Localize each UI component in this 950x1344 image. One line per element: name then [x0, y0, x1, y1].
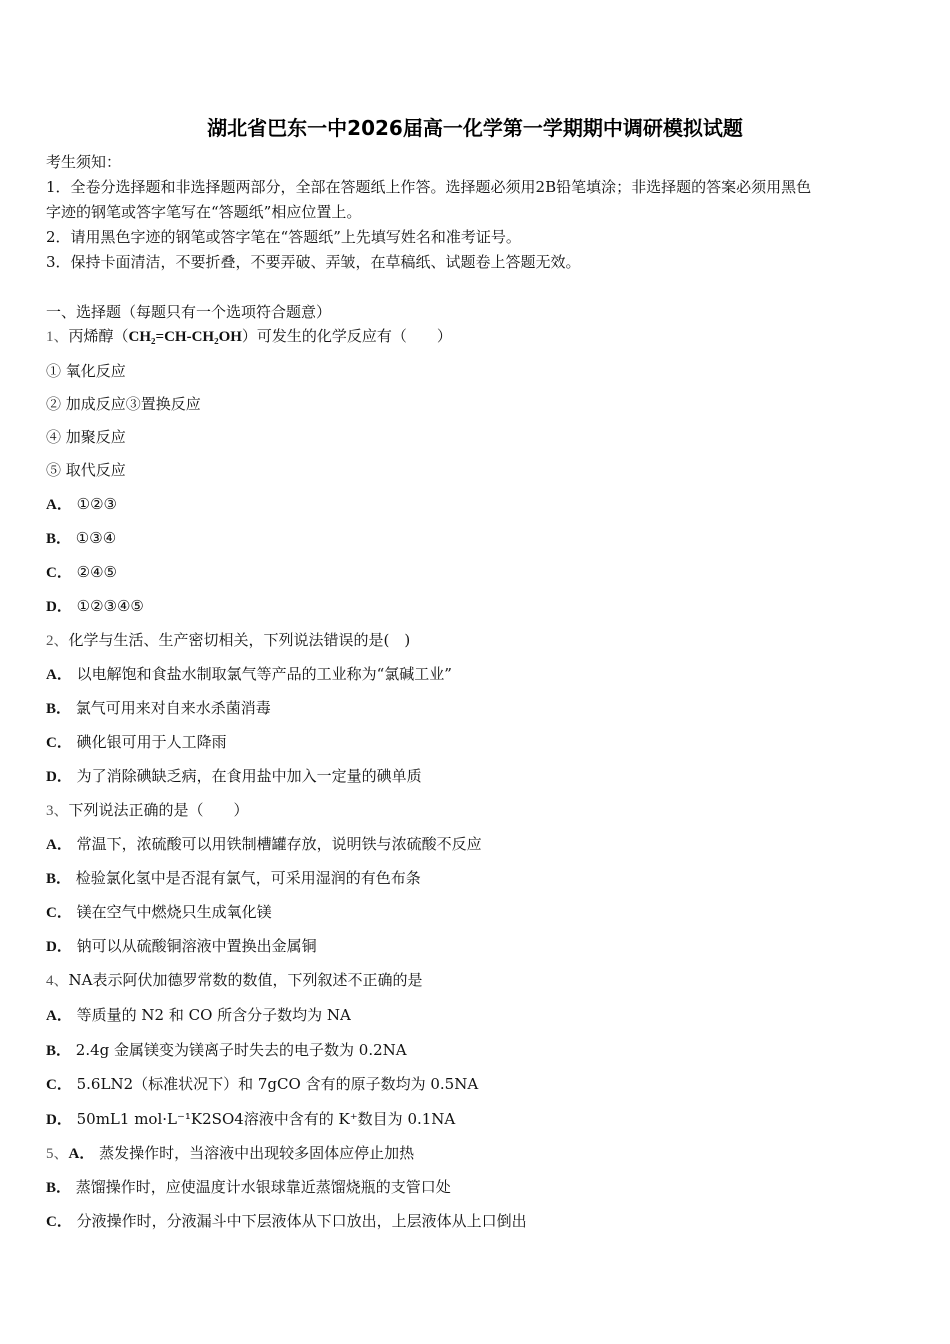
- question-number: 5、: [46, 1146, 69, 1162]
- option-text: 氯气可用来对自来水杀菌消毒: [75, 699, 271, 717]
- option-text: 检验氯化氢中是否混有氯气，可采用湿润的有色布条: [75, 869, 421, 887]
- question-number: 4、: [46, 973, 69, 989]
- notice-item-1: 1．全卷分选择题和非选择题两部分，全部在答题纸上作答。选择题必须用2B铅笔填涂；非选择题的答案必须用黑色: [46, 178, 812, 196]
- option-text: 50mL1 mol·L⁻¹K2SO4溶液中含有的 K⁺数目为 0.1NA: [76, 1110, 456, 1128]
- question-2-stem: [46, 630, 410, 651]
- option-text: 钠可以从硫酸铜溶液中置换出金属铜: [76, 937, 317, 955]
- option-d[interactable]: [46, 936, 317, 957]
- option-text: 等质量的 N2 和 CO 所含分子数均为 NA: [76, 1006, 351, 1024]
- option-c[interactable]: [46, 562, 117, 583]
- option-a[interactable]: [46, 664, 452, 685]
- option-label: C．: [46, 735, 72, 751]
- option-text: ②④⑤: [76, 563, 117, 581]
- option-b[interactable]: [46, 1040, 407, 1061]
- stem-text: NA表示阿伏加德罗常数的数值，下列叙述不正确的是: [68, 971, 423, 989]
- option-text: 2.4g 金属镁变为镁离子时失去的电子数为 0.2NA: [75, 1041, 407, 1059]
- question-number: 3、: [46, 803, 69, 819]
- notice-item-1-cont: 字迹的钢笔或答字笔写在“答题纸”相应位置上。: [46, 203, 362, 221]
- option-label: B．: [46, 531, 72, 547]
- statement: ① 氧化反应: [46, 362, 126, 380]
- option-d[interactable]: [46, 766, 422, 787]
- option-c[interactable]: [46, 1074, 478, 1095]
- stem-text: 下列说法正确的是（ ）: [68, 801, 249, 819]
- question-4-stem: [46, 970, 422, 991]
- option-label: C．: [46, 905, 72, 921]
- option-text: 蒸馏操作时，应使温度计水银球靠近蒸馏烧瓶的支管口处: [75, 1178, 451, 1196]
- question-number: 2、: [46, 633, 69, 649]
- stem-text: 化学与生活、生产密切相关，下列说法错误的是( ): [68, 631, 411, 649]
- option-a[interactable]: [46, 1005, 351, 1026]
- option-label: D．: [46, 939, 72, 955]
- option-a[interactable]: [46, 834, 482, 855]
- question-3-stem: [46, 800, 249, 821]
- stem-text: ）可发生的化学反应有（ ）: [241, 327, 452, 345]
- option-label: C．: [46, 565, 72, 581]
- option-label: A．: [46, 497, 72, 513]
- option-text: 分液操作时，分液漏斗中下层液体从下口放出，上层液体从上口倒出: [76, 1212, 527, 1230]
- option-b[interactable]: [46, 528, 116, 549]
- option-c[interactable]: [46, 902, 272, 923]
- option-label: C．: [46, 1214, 72, 1230]
- option-label: D．: [46, 1112, 72, 1128]
- option-b[interactable]: [46, 698, 271, 719]
- option-label: B．: [46, 1043, 72, 1059]
- section-heading: 一、选择题（每题只有一个选项符合题意）: [46, 303, 332, 321]
- notice-heading: 考生须知：: [46, 153, 122, 171]
- option-label: B．: [46, 871, 72, 887]
- option-text: 蒸发操作时，当溶液中出现较多固体应停止加热: [99, 1144, 415, 1162]
- question-number: 1、: [46, 329, 69, 345]
- statement: ② 加成反应③置换反应: [46, 395, 201, 413]
- option-text: 镁在空气中燃烧只生成氧化镁: [76, 903, 272, 921]
- option-label: A．: [46, 837, 72, 853]
- option-text: ①③④: [75, 529, 117, 547]
- option-text: 以电解饱和食盐水制取氯气等产品的工业称为“氯碱工业”: [76, 665, 452, 683]
- question-1-stem: [46, 326, 452, 347]
- option-d[interactable]: [46, 1109, 455, 1130]
- option-c[interactable]: [46, 1211, 527, 1232]
- option-label: A．: [68, 1146, 95, 1162]
- notice-item-2: 2．请用黑色字迹的钢笔或答字笔在“答题纸”上先填写姓名和准考证号。: [46, 228, 521, 246]
- option-a[interactable]: [46, 494, 117, 515]
- option-text: 常温下，浓硫酸可以用铁制槽罐存放，说明铁与浓硫酸不反应: [76, 835, 482, 853]
- option-label: D．: [46, 599, 72, 615]
- option-text: 5.6LN2（标准状况下）和 7gCO 含有的原子数均为 0.5NA: [76, 1075, 479, 1093]
- stem-text: 丙烯醇（: [68, 327, 129, 345]
- option-label: A．: [46, 1008, 72, 1024]
- statement: ⑤ 取代反应: [46, 461, 126, 479]
- option-label: C．: [46, 1077, 72, 1093]
- option-b[interactable]: [46, 868, 421, 889]
- option-label: D．: [46, 769, 72, 785]
- option-d[interactable]: [46, 596, 144, 617]
- option-label: A．: [46, 667, 72, 683]
- option-text: 碘化银可用于人工降雨: [76, 733, 227, 751]
- statement: ④ 加聚反应: [46, 428, 126, 446]
- chemical-formula: CH₂=CH-CH₂OH: [128, 329, 242, 345]
- option-b[interactable]: [46, 1177, 451, 1198]
- option-text: 为了消除碘缺乏病，在食用盐中加入一定量的碘单质: [76, 767, 422, 785]
- option-c[interactable]: [46, 732, 227, 753]
- notice-item-3: 3．保持卡面清洁，不要折叠，不要弄破、弄皱，在草稿纸、试题卷上答题无效。: [46, 253, 581, 271]
- question-5-option-a[interactable]: [46, 1143, 414, 1164]
- option-label: B．: [46, 701, 72, 717]
- option-text: ①②③: [76, 495, 117, 513]
- page-title: 湖北省巴东一中2026届高一化学第一学期期中调研模拟试题: [207, 116, 743, 140]
- option-label: B．: [46, 1180, 72, 1196]
- option-text: ①②③④⑤: [76, 597, 144, 615]
